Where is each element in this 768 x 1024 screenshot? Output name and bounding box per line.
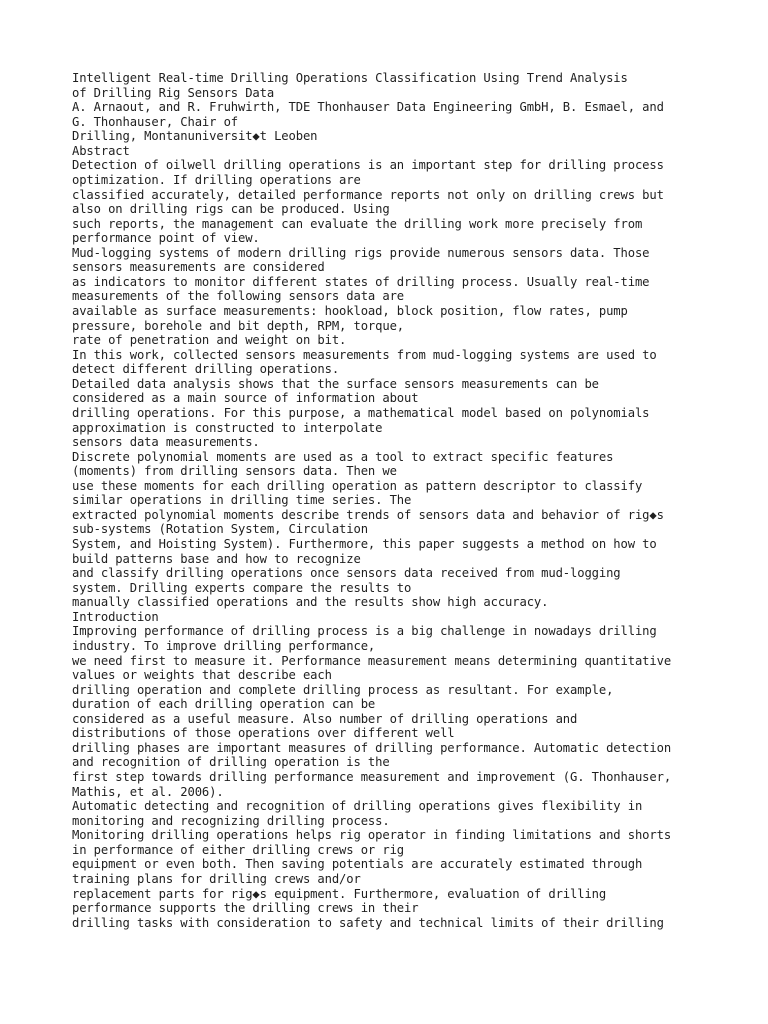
body-line: (moments) from drilling sensors data. Then we: [72, 464, 397, 479]
body-line: approximation is constructed to interpolate: [72, 420, 383, 435]
body-line: Detailed data analysis shows that the surface sensors measurements can be: [72, 376, 599, 391]
body-line: performance supports the drilling crews in their: [72, 901, 419, 916]
body-line: similar operations in drilling time series. The: [72, 493, 412, 508]
body-line: replacement parts for rig◆s equipment. Furthermore, evaluation of drilling: [72, 886, 607, 901]
body-line: Improving performance of drilling process is a big challenge in nowadays drilling: [72, 624, 657, 639]
body-line: manually classified operations and the results show high accuracy.: [72, 595, 549, 610]
body-line: pressure, borehole and bit depth, RPM, torque,: [72, 318, 405, 333]
body-line: available as surface measurements: hookload, block position, flow rates, pump: [72, 304, 628, 318]
body-line: in performance of either drilling crews or rig: [72, 842, 405, 857]
body-line: first step towards drilling performance measurement and improvement (G. Thonhauser,: [72, 770, 672, 784]
body-line: classified accurately, detailed performance reports not only on drilling crews but: [72, 187, 664, 202]
section-heading-abstract: Abstract: [72, 143, 130, 158]
body-line: sub-systems (Rotation System, Circulation: [72, 522, 368, 537]
body-line: and classify drilling operations once sensors data received from mud-logging: [72, 566, 621, 581]
body-line: use these moments for each drilling operation as pattern descriptor to classify: [72, 478, 643, 493]
body-line: In this work, collected sensors measurements from mud-logging systems are used to: [72, 347, 657, 362]
body-line: monitoring and recognizing drilling process.: [72, 813, 390, 828]
body-line: Automatic detecting and recognition of drilling operations gives flexibility in: [72, 799, 643, 814]
body-line: system. Drilling experts compare the results to: [72, 580, 412, 595]
authors-line: G. Thonhauser, Chair of: [72, 114, 239, 129]
body-line: duration of each drilling operation can be: [72, 697, 376, 712]
body-line: drilling operation and complete drilling process as resultant. For example,: [72, 682, 614, 697]
body-line: Mathis, et al. 2006).: [72, 784, 224, 799]
body-line: industry. To improve drilling performance,: [72, 638, 376, 653]
title-line: Intelligent Real-time Drilling Operations Classification Using Trend Analysis: [72, 71, 628, 85]
document-page: [72, 71, 752, 930]
body-line: rate of penetration and weight on bit.: [72, 333, 347, 348]
body-line: distributions of those operations over different well: [72, 726, 455, 741]
body-line: performance point of view.: [72, 231, 260, 246]
body-line: such reports, the management can evaluate the drilling work more precisely from: [72, 216, 643, 231]
body-line: sensors data measurements.: [72, 435, 260, 450]
body-line: System, and Hoisting System). Furthermore, this paper suggests a method on how to: [72, 537, 657, 551]
section-heading-introduction: Introduction: [72, 609, 159, 624]
affiliation-line: Drilling, Montanuniversit◆t Leoben: [72, 129, 318, 144]
body-line: and recognition of drilling operation is the: [72, 755, 390, 770]
title-line: of Drilling Rig Sensors Data: [72, 85, 275, 100]
body-line: Mud-logging systems of modern drilling rigs provide numerous sensors data. Those: [72, 245, 650, 260]
body-line: training plans for drilling crews and/or: [72, 871, 361, 886]
body-line: we need first to measure it. Performance measurement means determining quantitative: [72, 653, 672, 668]
body-line: Detection of oilwell drilling operations is an important step for drilling process: [72, 158, 664, 173]
body-line: detect different drilling operations.: [72, 362, 340, 377]
body-line: drilling phases are important measures of drilling performance. Automatic detection: [72, 740, 672, 755]
body-line: also on drilling rigs can be produced. Using: [72, 202, 390, 217]
body-line: considered as a useful measure. Also number of drilling operations and: [72, 711, 578, 726]
body-line: extracted polynomial moments describe trends of sensors data and behavior of rig◆s: [72, 507, 664, 522]
body-line: values or weights that describe each: [72, 668, 332, 683]
body-line: measurements of the following sensors data are: [72, 289, 405, 304]
body-line: equipment or even both. Then saving potentials are accurately estimated through: [72, 857, 643, 872]
body-line: as indicators to monitor different states of drilling process. Usually real-time: [72, 274, 650, 289]
body-line: sensors measurements are considered: [72, 260, 325, 275]
body-line: Monitoring drilling operations helps rig operator in finding limitations and shorts: [72, 828, 672, 843]
authors-line: A. Arnaout, and R. Fruhwirth, TDE Thonhauser Data Engineering GmbH, B. Esmael, and: [72, 100, 664, 115]
body-line: drilling tasks with consideration to safety and technical limits of their drilling: [72, 915, 664, 930]
body-line: drilling operations. For this purpose, a mathematical model based on polynomials: [72, 405, 650, 420]
body-line: build patterns base and how to recognize: [72, 551, 361, 566]
body-line: optimization. If drilling operations are: [72, 172, 361, 187]
body-line: Discrete polynomial moments are used as a tool to extract specific features: [72, 449, 614, 464]
body-line: considered as a main source of information about: [72, 391, 419, 406]
